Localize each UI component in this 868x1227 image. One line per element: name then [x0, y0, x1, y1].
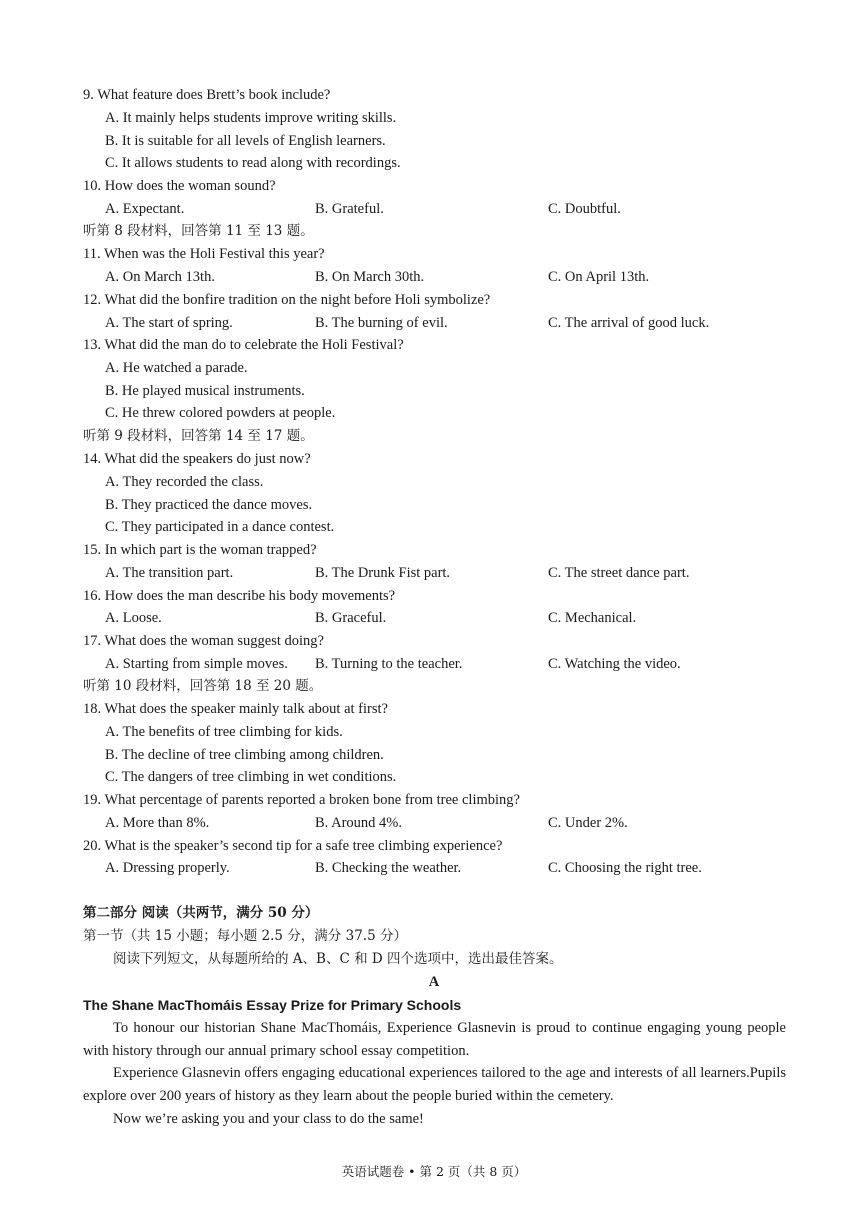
passage-letter: A — [428, 974, 440, 990]
passage-paragraph-3: Now we’re asking you and your class to do the same! — [113, 1111, 424, 1127]
reading-directions: 阅读下列短文，从每题所给的 A、B、C 和 D 四个选项中，选出最佳答案。 — [113, 951, 563, 967]
q20-option-b: B. Checking the weather. — [315, 860, 462, 876]
q16-option-c: C. Mechanical. — [548, 610, 637, 626]
question-19: 19. What percentage of parents reported a broken bone from tree climbing? — [83, 792, 520, 808]
q9-option-b: B. It is suitable for all levels of English learners. — [105, 133, 386, 149]
passage-title: The Shane MacThomáis Essay Prize for Primary Schools — [83, 997, 462, 1013]
question-9: 9. What feature does Brett’s book include? — [83, 87, 331, 103]
question-13: 13. What did the man do to celebrate the Holi Festival? — [83, 337, 404, 353]
q13-option-b: B. He played musical instruments. — [105, 383, 305, 399]
q14-option-b: B. They practiced the dance moves. — [105, 497, 313, 513]
question-12: 12. What did the bonfire tradition on the night before Holi symbolize? — [83, 292, 491, 308]
instruction-seg8: 听第 8 段材料，回答第 11 至 13 题。 — [83, 223, 314, 239]
page-footer: 英语试题卷 • 第 2 页（共 8 页） — [341, 1164, 527, 1179]
q20-option-a: A. Dressing properly. — [105, 860, 230, 876]
q19-option-a: A. More than 8%. — [105, 815, 210, 831]
q17-option-b: B. Turning to the teacher. — [315, 656, 463, 672]
q17-option-c: C. Watching the video. — [548, 656, 681, 672]
q15-option-b: B. The Drunk Fist part. — [315, 565, 451, 581]
passage-paragraph-2: Experience Glasnevin offers engaging educational experiences tailored to the age and interests of all learners.Pupils explore over 200 years of history as they learn about the people buried within the cemetery. — [83, 1065, 786, 1104]
question-16: 16. How does the man describe his body movements? — [83, 588, 396, 604]
section1-heading: 第一节（共 15 小题；每小题 2.5 分，满分 37.5 分） — [83, 928, 407, 944]
q11-option-a: A. On March 13th. — [105, 269, 215, 285]
q10-option-a: A. Expectant. — [105, 201, 185, 217]
question-18: 18. What does the speaker mainly talk about at first? — [83, 701, 388, 717]
q20-option-c: C. Choosing the right tree. — [548, 860, 702, 876]
q11-option-c: C. On April 13th. — [548, 269, 650, 285]
passage-paragraph-1: To honour our historian Shane MacThomáis, Experience Glasnevin is proud to continue engaging young people with history through our annual primary school essay competition. — [83, 1020, 786, 1059]
q12-option-a: A. The start of spring. — [105, 315, 233, 331]
q12-option-b: B. The burning of evil. — [315, 315, 448, 331]
q10-option-b: B. Grateful. — [315, 201, 384, 217]
q11-option-b: B. On March 30th. — [315, 269, 425, 285]
part2-title: 第二部分 阅读（共两节，满分 50 分） — [83, 905, 319, 921]
q16-option-b: B. Graceful. — [315, 610, 387, 626]
q14-option-a: A. They recorded the class. — [105, 474, 264, 490]
q18-option-b: B. The decline of tree climbing among children. — [105, 747, 384, 763]
q12-option-c: C. The arrival of good luck. — [548, 315, 710, 331]
q13-option-c: C. He threw colored powders at people. — [105, 405, 336, 421]
q17-option-a: A. Starting from simple moves. — [105, 656, 288, 672]
q19-option-b: B. Around 4%. — [315, 815, 402, 831]
q13-option-a: A. He watched a parade. — [105, 360, 248, 376]
q15-option-c: C. The street dance part. — [548, 565, 690, 581]
question-10: 10. How does the woman sound? — [83, 178, 276, 194]
question-15: 15. In which part is the woman trapped? — [83, 542, 317, 558]
q10-option-c: C. Doubtful. — [548, 201, 621, 217]
q19-option-c: C. Under 2%. — [548, 815, 628, 831]
q15-option-a: A. The transition part. — [105, 565, 234, 581]
q18-option-c: C. The dangers of tree climbing in wet conditions. — [105, 769, 397, 785]
question-14: 14. What did the speakers do just now? — [83, 451, 311, 467]
question-20: 20. What is the speaker’s second tip for a safe tree climbing experience? — [83, 838, 503, 854]
q14-option-c: C. They participated in a dance contest. — [105, 519, 335, 535]
q9-option-a: A. It mainly helps students improve writing skills. — [105, 110, 397, 126]
q9-option-c: C. It allows students to read along with recordings. — [105, 155, 401, 171]
question-11: 11. When was the Holi Festival this year? — [83, 246, 325, 262]
instruction-seg10: 听第 10 段材料，回答第 18 至 20 题。 — [83, 678, 323, 694]
q18-option-a: A. The benefits of tree climbing for kids. — [105, 724, 343, 740]
q16-option-a: A. Loose. — [105, 610, 162, 626]
instruction-seg9: 听第 9 段材料，回答第 14 至 17 题。 — [83, 428, 314, 444]
question-17: 17. What does the woman suggest doing? — [83, 633, 324, 649]
